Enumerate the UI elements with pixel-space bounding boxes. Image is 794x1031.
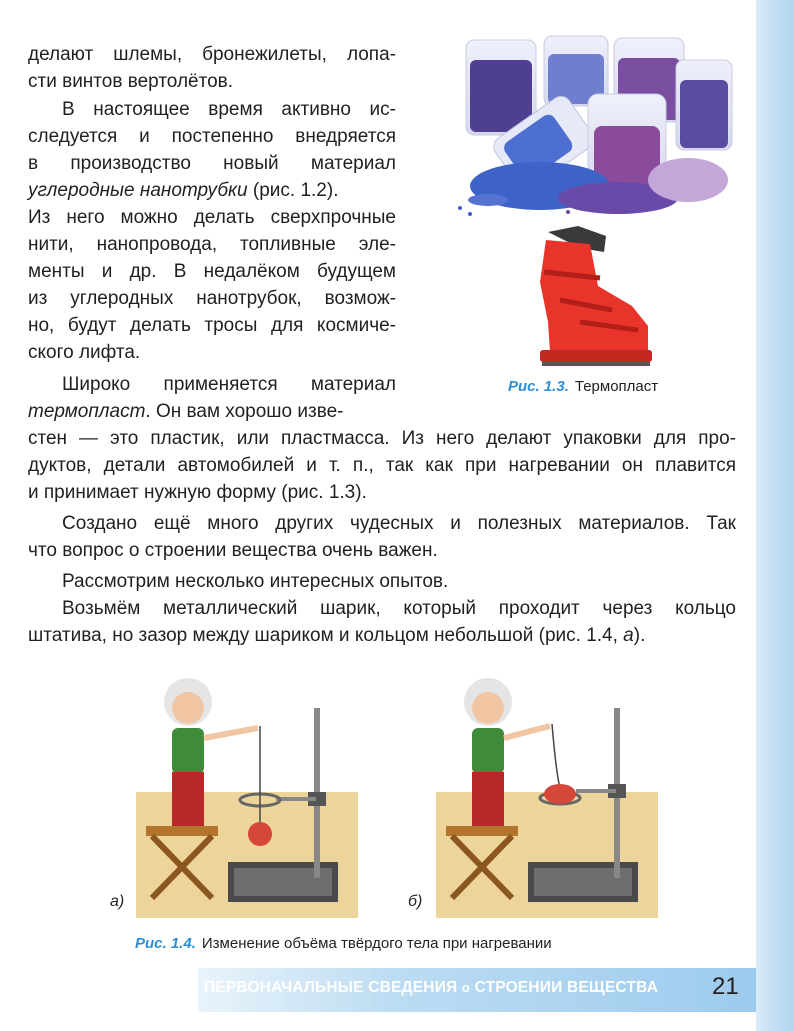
paragraph-line: менты и др. В недалёком будущем	[28, 261, 396, 282]
experiment-b-illustration	[436, 662, 658, 918]
subfigure-label-a: а)	[110, 893, 125, 910]
experiment-a-illustration	[136, 662, 358, 918]
paragraph-line: сти винтов вертолётов.	[28, 71, 234, 92]
paragraph-line: ского лифта.	[28, 342, 141, 363]
paragraph-line: и принимает нужную форму (рис. 1.3).	[28, 482, 367, 503]
figure-caption: Рис. 1.3. Термопласт	[508, 378, 659, 395]
paragraph-line: Создано ещё много других чудесных и полезных материалов. Так	[62, 513, 736, 534]
paragraph-line: термопласт. Он вам хорошо изве-	[28, 401, 344, 422]
chapter-title: ПЕРВОНАЧАЛЬНЫЕ СВЕДЕНИЯ о СТРОЕНИИ ВЕЩЕСТВА	[204, 979, 659, 996]
paragraph-line: Из него можно делать сверхпрочные	[28, 207, 396, 228]
paragraph-line: но, будут делать тросы для космиче-	[28, 315, 396, 336]
paragraph-line: стен — это пластик, или пластмасса. Из него делают упаковки для про-	[28, 428, 736, 449]
paragraph-line: штатива, но зазор между шариком и кольцом небольшой (рис. 1.4, а).	[28, 625, 646, 646]
italic-term: термопласт	[28, 401, 146, 422]
paragraph-line: дуктов, детали автомобилей и т. п., так как при нагревании он плавится	[28, 455, 736, 476]
paragraph-line: делают шлемы, бронежилеты, лопа-	[28, 44, 396, 65]
subfigure-label-b: б)	[408, 893, 423, 910]
paragraph-line: что вопрос о строении вещества очень важен.	[28, 540, 438, 561]
paragraph-line: из углеродных нанотрубок, возмож-	[28, 288, 396, 309]
figure-caption: Рис. 1.4. Изменение объёма твёрдого тела при нагревании	[135, 935, 552, 952]
figure-number: Рис. 1.4.	[135, 935, 196, 952]
page-edge-strip	[756, 0, 794, 1031]
paragraph-line: В настоящее время активно ис-	[62, 99, 396, 120]
paragraph-line: Рассмотрим несколько интересных опытов.	[62, 571, 449, 592]
paragraph-line: следуется и постепенно внедряется	[28, 126, 396, 147]
paragraph-line: в производство новый материал	[28, 153, 396, 174]
italic-term: углеродные нанотрубки	[28, 180, 248, 201]
paragraph-line: Широко применяется материал	[62, 374, 396, 395]
ski-boot-photo	[520, 222, 660, 370]
paragraph-line: углеродные нанотрубки (рис. 1.2).	[28, 180, 339, 201]
paragraph-line: нити, нанопровода, топливные эле-	[28, 234, 396, 255]
plastic-pellets-photo	[448, 30, 734, 218]
figure-number: Рис. 1.3.	[508, 378, 569, 395]
paragraph-line: Возьмём металлический шарик, который проходит через кольцо	[62, 598, 736, 619]
page-number: 21	[712, 973, 739, 1000]
